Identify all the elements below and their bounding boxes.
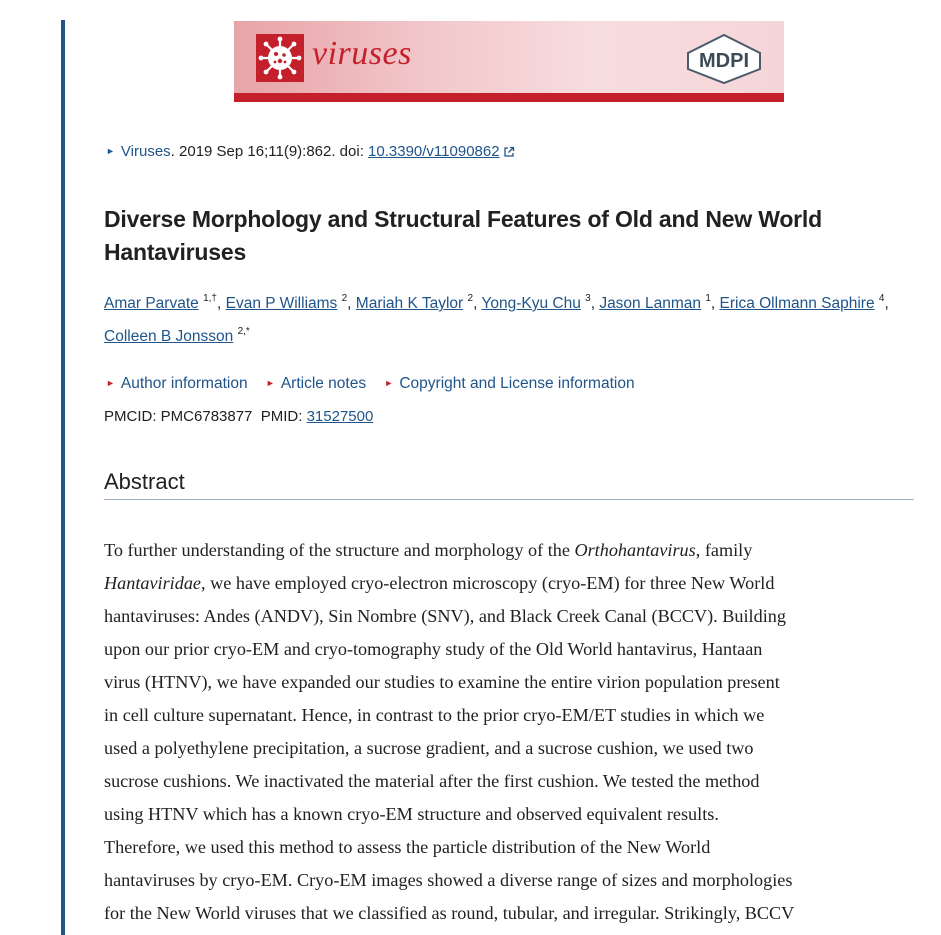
virus-logo-icon [256,34,304,82]
italic-term: Hantaviridae [104,573,201,593]
left-accent-bar [61,20,65,935]
triangle-right-icon: ► [106,378,115,388]
author-affiliation[interactable]: 1 [705,293,711,304]
abstract-line: using HTNV which has a known cryo-EM structure and observed equivalent results. [104,804,719,824]
abstract-line: for the New World viruses that we classified as round, tubular, and irregular. Strikingly, BCCV [104,903,795,923]
pmid-label: PMID: [260,408,307,425]
triangle-right-icon: ► [106,146,115,156]
abstract-line: Hantaviridae, we have employed cryo-electron microscopy (cryo-EM) for three New World [104,573,775,593]
mdpi-logo-text: MDPI [699,50,749,72]
copyright-toggle[interactable] [384,375,634,392]
copyright-label[interactable]: Copyright and License information [399,375,635,392]
abstract-line: To further understanding of the structure and morphology of the Orthohantavirus, family [104,540,753,560]
abstract-heading: Abstract [104,469,914,500]
banner-strip [234,93,784,102]
author-information-toggle[interactable] [106,375,248,392]
abstract-line: hantaviruses by cryo-EM. Cryo-EM images showed a diverse range of sizes and morphologies [104,870,793,890]
author-affiliation[interactable]: 2 [341,293,348,304]
author-link[interactable]: Yong-Kyu Chu [481,295,581,312]
pmcid-value: PMC6783877 [160,408,253,425]
info-links [106,375,649,393]
external-link-icon[interactable] [503,146,515,158]
author-list: Amar Parvate $^{1,\dagger}$, Evan P Williams $^2$, Mariah K Taylor $^2$, Yong-Kyu Chu $^3$, Jason Lanman $^1$, Erica Ollmann Saphire $^4$, Colleen B Jonsson $^{2,*}$ [104,293,889,345]
doi-link[interactable]: 10.3390/v11090862 [368,143,500,160]
abstract-line: hantaviruses: Andes (ANDV), Sin Nombre (SNV), and Black Creek Canal (BCCV). Building [104,606,786,626]
abstract-line: Therefore, we used this method to assess the particle distribution of the New World [104,837,711,857]
author-link[interactable]: Mariah K Taylor [355,295,464,312]
citation-line [106,143,515,160]
article-title: Diverse Morphology and Structural Features of Old and New World Hantaviruses [104,206,822,265]
italic-term: Orthohantavirus [574,540,696,560]
author-affiliation[interactable]: 3 [585,293,591,304]
author-link[interactable]: Colleen B Jonsson [104,328,234,345]
article-notes-label[interactable]: Article notes [280,375,367,392]
author-link[interactable]: Amar Parvate [104,295,199,312]
journal-name: viruses [312,35,412,72]
author-affiliation[interactable]: 1,† [203,293,217,304]
pmid-link[interactable]: 31527500 [306,408,374,425]
abstract-line: sucrose cushions. We inactivated the material after the first cushion. We tested the method [104,771,760,791]
abstract-line: upon our prior cryo-EM and cryo-tomography study of the Old World hantavirus, Hantaan [104,639,763,659]
author-affiliation[interactable]: 2,* [237,326,250,337]
triangle-right-icon: ► [265,378,275,388]
article-ids [104,408,373,425]
article-notes-toggle[interactable] [266,375,366,392]
pmcid-label: PMCID: [104,408,161,425]
author-affiliation[interactable]: 2 [467,293,474,304]
author-link[interactable]: Erica Ollmann Saphire [719,295,875,312]
citation-details: . 2019 Sep 16;11(9):862. doi: [170,143,369,160]
mdpi-logo-icon [684,33,764,85]
author-affiliation[interactable]: 4 [878,293,885,304]
journal-banner[interactable] [234,21,784,102]
abstract-line: in cell culture supernatant. Hence, in contrast to the prior cryo-EM/ET studies in which we [104,705,765,725]
journal-link[interactable]: Viruses [120,143,171,160]
abstract-line: used a polyethylene precipitation, a sucrose gradient, and a sucrose cushion, we used two [104,738,754,758]
author-link[interactable]: Jason Lanman [599,295,701,312]
abstract-body [104,534,919,930]
author-link[interactable]: Evan P Williams [225,295,338,312]
abstract-line: virus (HTNV), we have expanded our studies to examine the entire virion population present [104,672,780,692]
author-information-label[interactable]: Author information [120,375,248,392]
triangle-right-icon: ► [384,378,394,388]
